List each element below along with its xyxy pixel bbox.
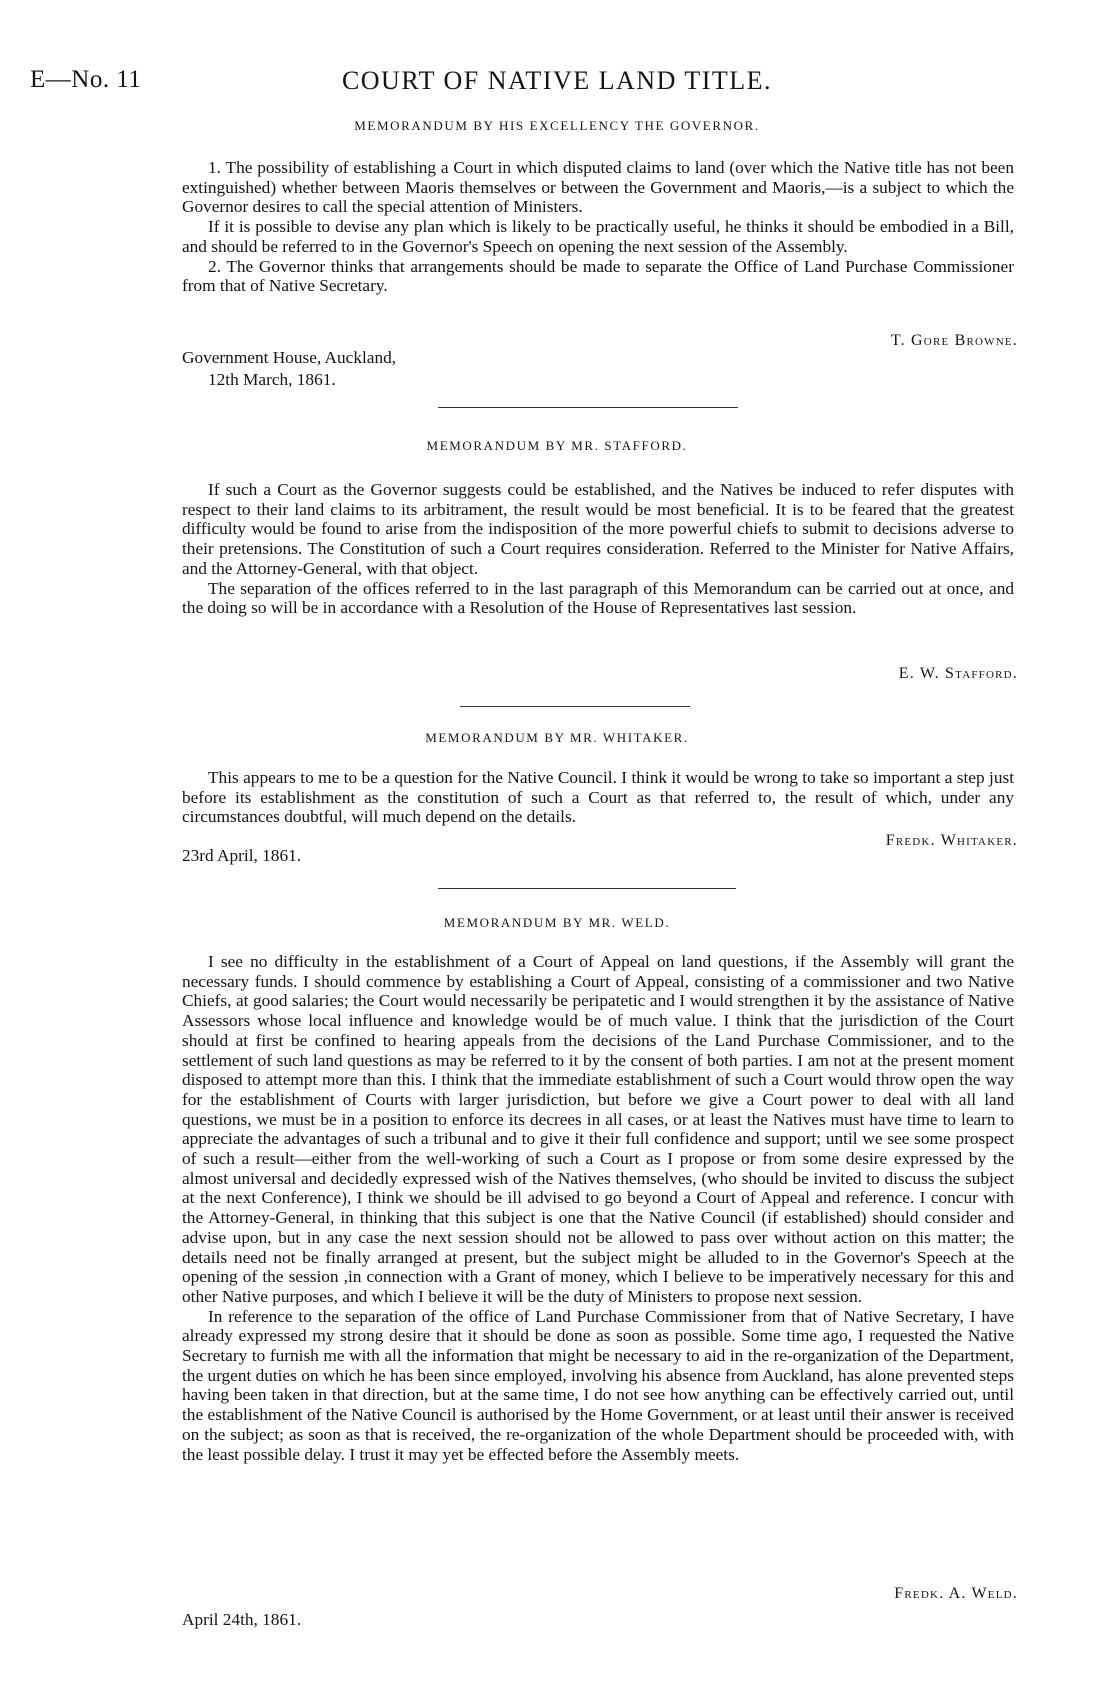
paragraph: I see no difficulty in the establishment of a Court of Appeal on land questions, if the Assembly will grant the necessary funds. I should commence by establishing a Court of Appeal, consisting of a commissioner and two Native Chiefs, at good salaries; the Court would necessarily be peripatetic and I would strengthen it by the assistance of Native Assessors whose local influence and knowledge would be of much value. I think that the jurisdiction of the Court should at first be confined to hearing appeals from the decisions of the Land Purchase Commissioner, and to the settlement of such land questions as may be referred to it by the consent of both parties. I am not at the present moment disposed to attempt more than this. I think that the immediate establishment of such a Court would throw open the way for the establishment of Courts with larger jurisdiction, but before we give a Court power to deal with all land questions, we must be in a position to enforce its decrees in all cases, or at least the Natives must have time to learn to appreciate the advantages of such a tribunal and to give it their full confidence and support; until we see some prospect of such a result—either from the well-working of such a Court as I propose or from some desire expressed by the almost universal and decidedly expressed wish of the Natives themselves, (who should be invited to discuss the subject at the next Conference), I think we should be ill advised to go beyond a Court of Appeal and reference. I concur with the Attorney-General, in thinking that this subject is one that the Native Council (if established) should consider and advise upon, but in any case the next session should not be allowed to pass over without action on this matter; the details need not be finally arranged at present, but the subject might be alluded to in the Governor's Speech at the opening of the session ,in connection with a Grant of money, which I believe to be imperatively necessary for this and other Native purposes, and which I believe it will be the duty of Ministers to propose next session. [182, 952, 1014, 1306]
signature-weld: Fredk. A. Weld. [894, 1585, 1018, 1602]
paragraph: If it is possible to devise any plan which is likely to be practically useful, he thinks it should be embodied in a Bill, and should be referred to in the Governor's Speech on opening the next session of the Assembly. [182, 217, 1014, 256]
document-reference: E—No. 11 [30, 66, 142, 93]
date-whitaker: 23rd April, 1861. [182, 846, 302, 865]
paragraph: 1. The possibility of establishing a Court in which disputed claims to land (over which the Native title has not been extinguished) whether between Maoris themselves or between the Government and Maoris,—is a subject to which the Governor desires to call the special attention of Ministers. [182, 158, 1014, 217]
place-governor: Government House, Auckland, [182, 348, 397, 367]
heading-memo-whitaker: MEMORANDUM BY MR. WHITAKER. [425, 730, 689, 745]
signature-governor: T. Gore Browne. [890, 332, 1018, 349]
paragraph: This appears to me to be a question for the Native Council. I think it would be wrong to take so important a step just before its establishment as the constitution of such a Court as that referred to, the result of which, under any circumstances doubtful, will much depend on the details. [182, 768, 1014, 827]
heading-memo-weld: MEMORANDUM BY MR. WELD. [443, 915, 671, 930]
memo-stafford-body [182, 480, 1014, 618]
heading-memo-governor: MEMORANDUM BY HIS EXCELLENCY THE GOVERNOR. [354, 118, 760, 133]
memo-whitaker-body [182, 768, 1014, 827]
paragraph: In reference to the separation of the office of Land Purchase Commissioner from that of Native Secretary, I have already expressed my strong desire that it should be done as soon as possible. Some time ago, I requested the Native Secretary to furnish me with all the information that might be necessary to aid in the re-organization of the Department, the urgent duties on which he has been since employed, involving his absence from Auckland, has alone prevented steps having been taken in that direction, but at the same time, I do not see how anything can be effectively carried out, until the establishment of the Native Council is authorised by the Home Government, or at least until their answer is received on the subject; as soon as that is received, the re-organization of the whole Department should be proceeded with, with the least possible delay. I trust it may yet be effected before the Assembly meets. [182, 1306, 1014, 1464]
paragraph: The separation of the offices referred to in the last paragraph of this Memorandum can be carried out at once, and the doing so will be in accordance with a Resolution of the House of Representatives last session. [182, 578, 1014, 618]
page-title: COURT OF NATIVE LAND TITLE. [341, 66, 773, 95]
date-governor: 12th March, 1861. [208, 370, 336, 389]
section-divider [438, 888, 736, 889]
section-divider [460, 706, 690, 707]
section-divider [438, 407, 738, 408]
paragraph: 2. The Governor thinks that arrangements should be made to separate the Office of Land Purchase Commissioner from that of Native Secretary. [182, 256, 1014, 296]
paragraph: If such a Court as the Governor suggests could be established, and the Natives be induced to refer disputes with respect to their land claims to its arbitrament, the result would be most beneficial. It is to be feared that the greatest difficulty would be found to arise from the indisposition of the more powerful chiefs to submit to decisions adverse to their pretensions. The Constitution of such a Court requires consideration. Referred to the Minister for Native Affairs, and the Attorney-General, with that object. [182, 480, 1014, 578]
heading-memo-stafford: MEMORANDUM BY MR. STAFFORD. [426, 438, 688, 453]
signature-whitaker: Fredk. Whitaker. [885, 832, 1018, 849]
signature-stafford: E. W. Stafford. [898, 665, 1018, 682]
date-weld: April 24th, 1861. [182, 1610, 302, 1629]
memo-weld-body [182, 952, 1014, 1464]
memo-governor-body [182, 158, 1014, 296]
